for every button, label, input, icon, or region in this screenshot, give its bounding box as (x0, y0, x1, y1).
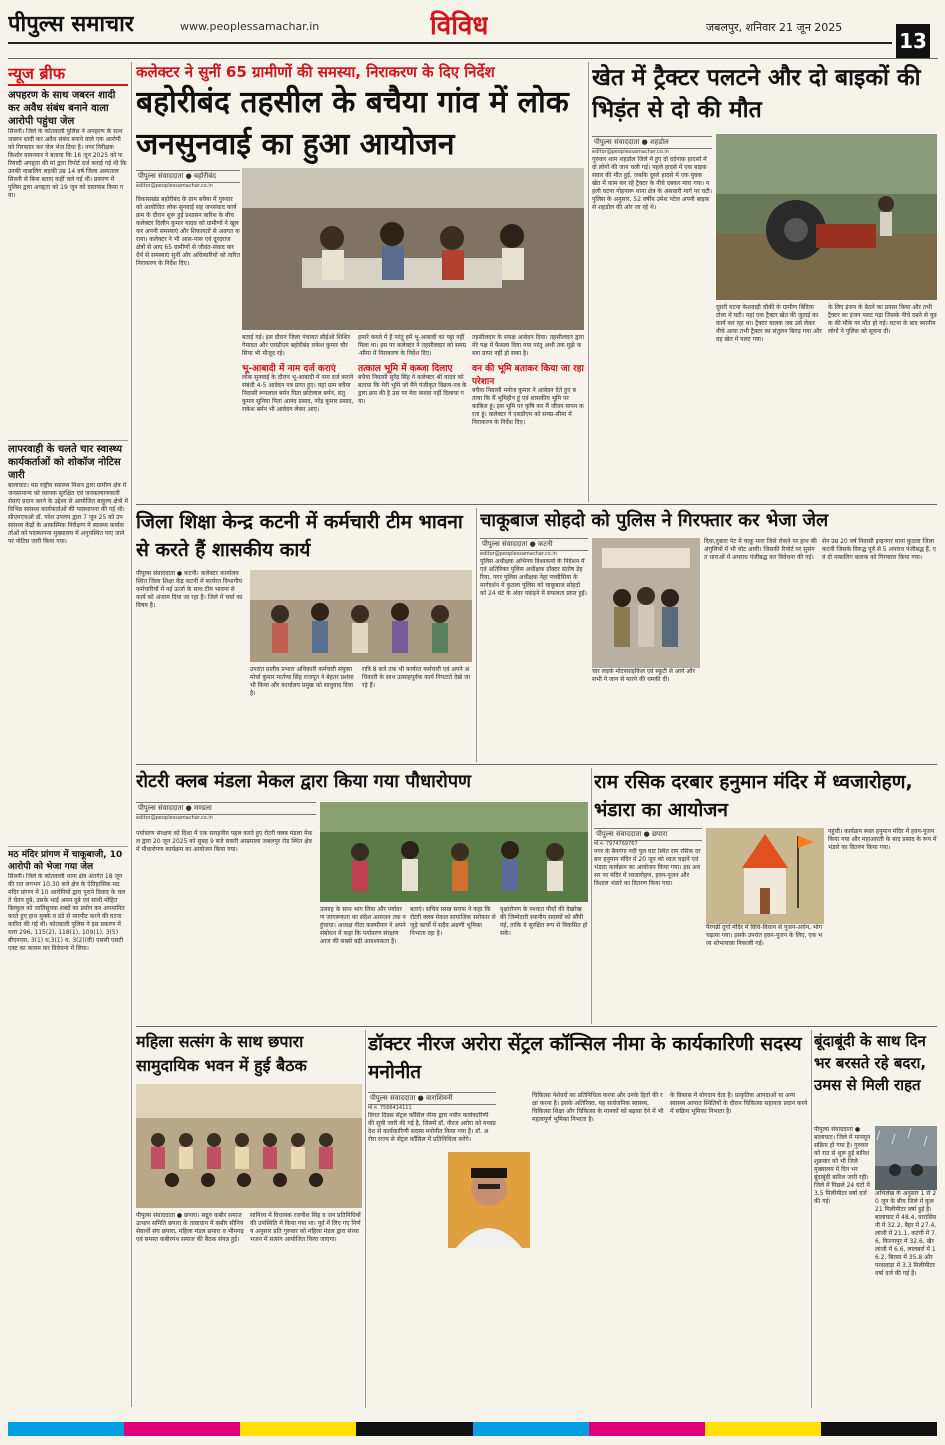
chakubaj-body-2: दिया,दुबारा पेट में चाकू मारा जिसे रोकने पर हाथ की अंगुलियों में भी चोट आयी। जिसकी रिपोर्ट पर सुसंगत धाराओं में अपराध पंजीबद्ध कर विवेचना की गई। (704, 538, 817, 561)
arora-byline: पीपुल्स संवाददाता ● वाराशिवनी (368, 1092, 496, 1105)
section-title: विविध (430, 11, 489, 41)
ramrasik-byline: पीपुल्स संवाददाता ● छपारा (594, 828, 702, 841)
rotary-headline: रोटरी क्लब मंडला मेकल द्वारा किया गया पौधारोपण (136, 771, 472, 792)
bahoriband-body-5: बचैया निवासी सुरेंद्र सिंह ने कलेक्टर श्री यादव को बताया कि मेरी भूमि जो मैंने पंजीकृत विक्रय-पत्र के द्वारा क्रय की है उस पर मेरा कब्जा नहीं दिलाया गया। (358, 374, 467, 405)
bahoriband-subhead-3: वन की भूमि बताकर किया जा रहा परेशान (472, 364, 584, 387)
katni-headline: जिला शिक्षा केन्द्र कटनी में कर्मचारी टीम भावना से करते हैं शासकीय कार्य (136, 511, 463, 561)
story-katni (136, 508, 472, 762)
bahoriband-body-2: बताई गई। इस दौरान जिला पंचायत सीईओ शिशिर गेमावत और एसडीएम बहोरीबंद राकेश कुमार चौरसिया भी मौजूद रहे। (242, 334, 351, 357)
chakubaj-photo-caption: चार लड़के मोटरसाइकिल एवं स्कूटी से आये और सभी ने जान से मारने की धमकी दी। (592, 668, 695, 683)
page-number: 13 (896, 24, 930, 58)
chakubaj-photo (592, 538, 700, 668)
brief-1-title: अपहरण के साथ जबरन शादी कर अवैध संबंध बनाने वाला आरोपी पहुंचा जेल (8, 90, 116, 127)
brief-2-body: बालाघाट। मप्र राष्ट्रीय स्वास्थ्य मिशन द्वारा ग्रामीण क्षेत्र में जनसामान्य को व्यापक सुरक्षित एवं जनकल्याणकारी सेवाएं प्रदान करने के उद्देश्य से आयोजित बाहुल्य क्षेत्रों में विभिन्न स्वास्थ्य कार्यकर्ताओं की पदस्थापना की गई थी। सीएमएचओ डॉ. परेश उपलप द्वारा 7 जून 25 को उप स्वास्थ्य केंद्रों के आकस्मिक निरीक्षण में स्वास्थ्य कार्यकर्ताओं को पदस्थापना मुख्यालय में अनुपस्थित पाए जाने पर नोटिस जारी किया गया। (8, 482, 128, 545)
bahoriband-byline: पीपुल्स संवाददाता ● बहोरीबंद (136, 170, 240, 183)
mahila-headline: महिला सत्संग के साथ छपारा सामुदायिक भवन में हुई बैठक (136, 1032, 307, 1075)
ramrasik-photo-caption: पैरपन्नी दुर्गा मंदिर में विधि-विधान से पूजन-अर्चन, भोग चढ़ाया गया। इसके उपरांत हवन-पूजन के लिए, एक भव्य शोभायात्रा निकाली गई। (706, 924, 823, 947)
katni-body-1: पीपुल्स संवाददाता ● कटनी। कलेक्टर कार्यालय स्थित जिला शिक्षा केंद्र कटनी में कार्यरत विभागीय कर्मचारियों में नई ऊर्जा के साथ टीम भावना से कार्य को अंजाम दिया जा रहा है। जिले में चर्चा का विषय है। (136, 570, 243, 609)
header-subrule (8, 58, 938, 59)
story-arora (368, 1030, 808, 1408)
rotary-body-2: उत्साह के साथ भाग लिया और पर्यावरण जागरूकता का संदेश आमजन तक पहुंचाया। अध्यक्ष गीता कलमीनार ने अपने संबोधन में कहा कि पर्यावरण संरक्षण आज की सबसे बड़ी आवश्यकता है। (320, 906, 406, 945)
police-station-illustration (592, 538, 700, 668)
arora-body-1: विगत दिवस सेंट्रल काँसिल नीमा द्वारा नवीन कार्यकारिणी की सूची जारी की गई है, जिसमें डॉ. नीरज अरोरा को मध्यप्रदेश से कार्यकारिणी सदस्य मनोनीत किया गया है। डॉ. अरोरा राज्य से सेंट्रल काँसिल में प्रतिनिधित्व करेंगे। (368, 1112, 496, 1143)
header-rule (8, 42, 892, 44)
rotary-byline: पीपुल्स संवाददाता ● मण्डला (136, 802, 316, 815)
arora-portrait (446, 1150, 532, 1250)
plantation-illustration (320, 802, 588, 902)
tractor-email[interactable]: editor@peoplessamachar.co.in (592, 149, 669, 155)
hearing-photo-illustration (242, 168, 584, 330)
section-rule (136, 504, 937, 505)
rain-body-1: पीपुल्स संवाददाता ● बालाघाट। जिले में मानसून सक्रिय हो गया है। गुरुवार को रात से शुरू हुई बारिश शुक्रवार को भी जिले मुख्यालय में दिन भर बूंदाबूंदी बारिश जारी रही। जिले में पिछले 24 घंटों में 3.5 मिलीमीटर वर्षा दर्ज की गई। (814, 1126, 871, 1205)
mahila-body-1: पीपुल्स संवाददाता ● छपारा। सद्गुरु कबीर समाज उत्थान समिति छपारा के तत्वाधान में कबीर सीनिय सेवार्थी संघ छपारा, महिला मंडल छपारा व भीमगढ़ एवं समस्त कबीरपंथ समाज की बैठक संपन्न हुई। (136, 1212, 244, 1243)
bahoriband-email[interactable]: editor@peoplessamachar.co.in (136, 183, 213, 189)
arora-phone: मो.नं. 7566414111 (368, 1105, 412, 1111)
yellow-swatch (705, 1422, 821, 1436)
temple-illustration (706, 828, 824, 924)
bahoriband-kicker: कलेक्टर ने सुनीं 65 ग्रामीणों की समस्या, निराकरण के दिए निर्देश (136, 63, 495, 81)
rotary-body-4: वृक्षारोपण के पश्चात पौधों की देखरेख की जिम्मेदारी स्थानीय सदस्यों को सौंपी गई, ताकि ये सुरक्षित रूप से विकसित हो सकें। (500, 906, 588, 937)
column-divider (365, 1030, 366, 1408)
chakubaj-email[interactable]: editor@peoplessamachar.co.in (480, 551, 557, 557)
bahoriband-body-3: लोक सुनवाई के दौरान भू-आबादी में नाम दर्ज कराने संबंधी 4-5 आवेदन पत्र प्राप्त हुए। यहां ग्राम बचैया निवासी रूपलाल बर्मन पिता छोटेलाल बर्मन, संतु कुमार सुनिया पिता आनंद प्रसाद, नरेंद्र कुमार प्रसाद, राकेश बर्मन भी आवेदन लेकर आए। (242, 374, 354, 413)
brief-3-title: मठ मंदिर प्रांगण में चाकूबाजी, 10 आरोपी को भेजा गया जेल (8, 846, 128, 873)
bahoriband-subhead-2: तत्काल भूमि में कब्जा दिलाए (358, 364, 453, 374)
tractor-photo (716, 134, 937, 300)
black-swatch (356, 1422, 472, 1436)
story-chakubaj (480, 508, 937, 762)
bahoriband-subhead-1: भू-आबादी में नाम दर्ज कराएं (242, 364, 336, 374)
chakubaj-byline: पीपुल्स संवाददाता ● कटनी (480, 538, 588, 551)
chakubaj-body-3: सेन उम्र 20 वर्ष निवासी इन्द्रनगर थाना कुठला जिला कटनी जिसके विरुद्ध पूर्व से 5 अपराध पंजीबद्ध हैं, एवं दो नाबालिग बालक को गिरफ्तार किया गया। (822, 538, 936, 561)
news-brief-column (8, 62, 128, 1407)
brief-1-body: सिवनी। जिले के कोतवाली पुलिस ने अपहरण के साथ जबरन शादी कर अवैध संबंध बनाने वाले एक आरोपी को गिरफ्तार कर जेल भेज दिया है। नगर निरीक्षक किशोर वामनकर ने बताया कि 16 जून 2025 को फरियादी अपहृता की मां द्वारा रिपोर्ट दर्ज कराई गई थी कि उनकी नाबालिग लड़की उम्र 14 वर्ष जिला अस्पताल सिवनी से बिना बताए कहीं चले गई थी। प्रकरण में पुलिस द्वारा अपहृता को 19 जून को दस्तयाब किया गया। (8, 128, 127, 199)
tractor-body-1: गुरुवार शाम शहडोल जिले में हुए दो दर्दनाक हादसों में दो लोगों की जान चली गई। पहले हादसे में एक बाइक सवार की मौत हुई, जबकि दूसरे हादसे में एक युवक खेत में काम कर रहे ट्रैक्टर के नीचे दबकर मारा गया। पहली घटना गोहपारू थाना क्षेत्र के असवारी मार्ग पर घटी। पुलिस के अनुसार, 52 वर्षीय उमेश पटेल अपनी बाइक से शहडोल की ओर जा रहे थे। (592, 156, 712, 211)
rain-photo (875, 1126, 937, 1190)
column-divider (591, 768, 592, 1024)
arora-body-3: के विकास में योगदान देता है। प्राकृतिक आपदाओं या अन्य स्वास्थ्य आपात स्थितियों के दौरान चिकित्सा सहायता प्रदान करने में सक्रिय भूमिका निभाता है। (670, 1092, 808, 1115)
ramrasik-body-2: पहुंची। कार्यक्रम स्थल हनुमान मंदिर में हवन-पूजन किया गया और महाआरती के बाद प्रसाद के रूप में भंडारे का वितरण किया गया। (828, 828, 937, 851)
story-ramrasik (594, 768, 937, 1024)
chakubaj-headline: चाकूबाज सोहदो को पुलिस ने गिरफ्तार कर भेजा जेल (480, 510, 829, 531)
bahoriband-body-1: विकासखंड बहोरीबंद के ग्राम बचैया में गुरुवार को आयोजित लोक सुनवाई सह जनसंवाद कार्यक्रम के दौरान शुरू हुई प्रशासन बारिश के बीच कलेक्टर दिलीप कुमार यादव को ग्रामीणों ने खुल कर अपनी समस्याएं और शिकायतों से अवगत कराया। कलेक्टर ने भी आस-पास एवं दूरदराज क्षेत्रों से आए 65 ग्रामीणों से जीवंत-संवाद कर धैर्य से समस्याएं सुनीं और अधिकारियों को त्वरित निराकरण के निर्देश दिए। (136, 196, 240, 267)
rain-body-2: अभिलेख के अनुसार 1 से 20 जून के बीच जिले में कुल 21 मिलीमीटर वर्षा हुई है। बालाघाट में 48.4, वारासिवनी में 32.2, बैहर में 27.4, लांजी में 21.1, कटंगी में 7.6, किरनापुर में 32.6, खैरलांजी में 6.6, लालबर्रा में 16.2, बिरसा में 35.8 और परसवाड़ा में 3.3 मिलीमीटर वर्षा दर्ज की गई है। (875, 1190, 937, 1277)
magenta-swatch (589, 1422, 705, 1436)
story-rotary (136, 768, 588, 1024)
satsang-meeting-illustration (136, 1084, 362, 1208)
cyan-swatch (8, 1422, 124, 1436)
overturned-tractor-illustration (716, 134, 937, 300)
magenta-swatch (124, 1422, 240, 1436)
section-rule (136, 1026, 937, 1027)
story-tractor (592, 62, 937, 502)
tractor-body-2: दूसरी घटना केशवाही चौकी के ग्रामीण बिंदिया टोला में घटी। यहां एक ट्रैक्टर खेत की जुताई का कार्य कर रहा था। ट्रैक्टर चालक जब उसे लेकर नीचे आया तभी ट्रैक्टर का संतुलन बिगड़ गया और वह खेत में पलट गया। (716, 304, 822, 343)
bahoriband-body-4: हमारे कब्जे में है परंतु हमें भू-आबादी का पट्टा नहीं मिला था। इस पर कलेक्टर ने तहसीलदार को समग्र-सीमा में निराकरण के निर्देश दिए। (358, 334, 466, 357)
registration-color-bar (8, 1422, 937, 1436)
bahoriband-headline: बहोरीबंद तहसील के बचैया गांव में लोक जनसुनवाई का हुआ आयोजन (136, 85, 569, 162)
katni-body-2: उपरांत प्रातीय प्रभारा अधिकारी कर्मचारी संयुक्त मोर्चा कुमार मार्तण्ड सिंह राजपूत ने बेहतर प्रशंसा भी किया और कार्यालय प्रमुख को साधुवाद दिया है। (250, 666, 354, 697)
portrait-illustration (448, 1152, 530, 1248)
rainy-street-illustration (875, 1126, 937, 1190)
rotary-body-3: बताएं। सचिव प्रसन्न सराफ ने कहा कि रोटरी क्लब मेकल सामाजिक सरोकार से जुड़े कार्यों में सदैव अग्रणी भूमिका निभाता रहा है। (410, 906, 496, 937)
story-bahoriband (136, 62, 584, 502)
office-staff-illustration (250, 570, 472, 662)
column-divider (811, 1030, 812, 1408)
story-mahila (136, 1030, 362, 1408)
brief-3-body: सिवनी। जिले के कोतवाली थाना क्षेत्र अंतर्गत 18 जून की रात लगभग 10.30 बजे क्षेत्र के ऐतिहासिक मठ मंदिर प्रांगण में 10 आरोपियों द्वारा पुराने विवाद के चलते चेतन दुबे, उसके भाई अमन दुबे एवं साथी मोहित बिल्कुल को जातिसूचक शब्दों का प्रयोग कर अपमानित करते हुए हाथ मुक्के व डंडे से मारपीट करने की घटना कारित की गई थी। कोतवाली पुलिस ने इस प्रकरण में धारा 296, 115(2), 118(1), 109(1), 3(5) बीएनएस, 3(1) ध,3(1) ध, 3(2)(वी) एससी एसटी एक्ट का कायम कर विवेचना में लिया। (8, 873, 126, 952)
chakubaj-body-1: पुलिस अधीक्षक अभिनय विश्वकर्मा के निर्देशन में एवं अतिरिक्त पुलिस अधीक्षक डॉक्टर संतोष डेहरिया, नगर पुलिस अधीक्षक नेहा पच्चीसिया के मार्गदर्शन में कुठला पुलिस को चाकूबाज सोहदो को 24 घंटे के अंदर पकड़ने में सफलता प्राप्त हुई। (480, 558, 587, 597)
bahoriband-body-7: बचैया निवासी मनोज कुमार ने आवेदन देते हुए बताया कि मैं भूमिहीन हूं एवं शासकीय भूमि पर काबिज हूं। इस भूमि पर कृषि कर मैं जीवन यापन करता हूं। कलेक्टर ने एसडीएम को समग्र-सीमा में निराकरण के निर्देश दिए। (472, 387, 584, 426)
mahila-photo (136, 1084, 362, 1208)
story-rain (814, 1030, 937, 1408)
issue-date: जबलपुर, शनिवार 21 जून 2025 (706, 21, 843, 34)
brief-2-title: लापरवाही के चलते चार स्वास्थ्य कार्यकर्ताओं को शोकॉज नोटिस जारी (8, 440, 128, 482)
rain-headline: बूंदाबूंदी के साथ दिन भर बरसते रहे बदरा, उमस से मिली राहत (814, 1032, 927, 1094)
tractor-byline: पीपुल्स संवाददाता ● शहडोल (592, 136, 712, 149)
yellow-swatch (240, 1422, 356, 1436)
bahoriband-photo (242, 168, 584, 330)
ramrasik-photo (706, 828, 824, 924)
bahoriband-body-6: तहसीलदार के समक्ष आवेदन दिया। तहसीलदार द्वारा मेरे पक्ष में फैसला दिया गया परंतु अभी तक मुझे कब्जा प्राप्त नहीं हो सका है। (472, 334, 584, 357)
column-divider (131, 62, 132, 1407)
rotary-email[interactable]: editor@peoplessamachar.co.in (136, 815, 213, 821)
column-divider (476, 508, 477, 762)
cyan-swatch (473, 1422, 589, 1436)
katni-photo (250, 570, 472, 662)
rotary-photo (320, 802, 588, 902)
mahila-body-2: सानिध्य में विधायक रजनीश सिंह व जन प्रतिनिधियों की उपस्थिति में किया गया था। पूर्व में लिए गए निर्णय अनुसार प्रति गुरुवार को महिला मंडल द्वारा संध्या भजन में सत्संग आयोजित किया जाएगा। (250, 1212, 361, 1243)
arora-headline: डॉक्टर नीरज अरोरा सेंट्रल कॉन्सिल नीमा के कार्यकारिणी सदस्य मनोनीत (368, 1033, 802, 1083)
ramrasik-body-1: नगर के बैनगंगा नदी पुल घाट स्थित राम रसिक दरबार हनुमान मंदिर में 20 जून को ध्वज चढ़ाने एवं भंडारा कार्यक्रम का आयोजन किया गया। इस अवसर पर मंदिर में ध्वजारोहण, हवन-पूजन और विशाल भंडारे का वितरण किया गया। (594, 848, 701, 887)
arora-body-2: चिकित्सा पेशेवरों का प्रतिनिधित्व करना और उनके हितों की रक्षा करना है। इसके अतिरिक्त, यह सार्वजनिक स्वास्थ्य, चिकित्सा शिक्षा और चिकित्सा के मानकों को बढ़ावा देने में भी महत्वपूर्ण भूमिका निभाता है। (532, 1092, 664, 1123)
news-brief-label: न्यूज ब्रीफ (8, 62, 128, 86)
section-rule (136, 764, 937, 765)
ramrasik-phone: मो.नं. 7974769767 (594, 841, 638, 847)
masthead-brand: पीपुल्स समाचार (8, 11, 134, 37)
tractor-body-3: के लिए इंजन के बैठने का प्रयास किया और तभी ट्रैक्टर का इंजन पलट पड़ा जिसके नीचे दबने से युवक की मौके पर मौत हो गई। घटना के बाद स्थानीय लोगों ने पुलिस को सूचना दी। (828, 304, 937, 335)
tractor-headline: खेत में ट्रैक्टर पलटने और दो बाइकों की भिड़ंत से दो की मौत (592, 65, 921, 123)
column-divider (588, 62, 589, 502)
masthead-url[interactable]: www.peoplessamachar.in (180, 20, 320, 33)
katni-body-3: रात्रि 8 बजे तक भी कार्यरत कर्मचारी एवं अपने अधिकारी के साथ उत्साहपूर्वक कार्य निपटाते देखे जा रहे हैं। (362, 666, 471, 689)
rotary-body-1: पर्यावरण संरक्षण को दिशा में एक सराहनीय पहल करते हुए रोटरी क्लब मंडला मेकल द्वारा 20 जून 2025 को सुबह 9 बजे सकरी आम्रमाला जबलपुर रोड स्थित क्षेत्र में पौधारोपण कार्यक्रम का आयोजन किया गया। (136, 830, 313, 853)
ramrasik-headline: राम रसिक दरबार हनुमान मंदिर में ध्वजारोहण, भंडारा का आयोजन (594, 771, 913, 821)
black-swatch (821, 1422, 937, 1436)
